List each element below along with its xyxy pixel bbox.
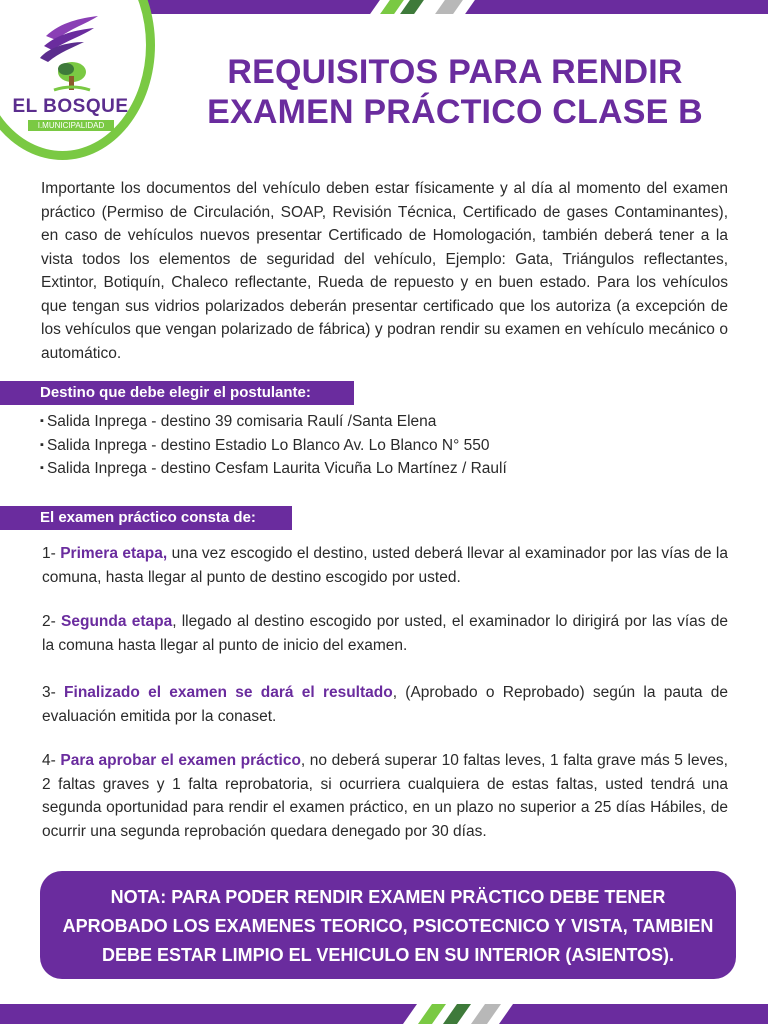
destino-heading: Destino que debe elegir el postulante: xyxy=(0,381,354,405)
step-4 xyxy=(42,749,728,843)
top-stripe-purple-2 xyxy=(465,0,768,14)
step-title: Para aprobar el examen práctico xyxy=(60,752,301,769)
nota-box: NOTA: PARA PODER RENDIR EXAMEN PRÄCTICO DEBE TENER APROBADO LOS EXAMENES TEORICO, PSICOTECNICO Y VISTA, TAMBIEN DEBE ESTAR LIMPIO EL VEHICULO EN SU INTERIOR (ASIENTOS). xyxy=(40,871,736,979)
bottom-stripe-dark-green xyxy=(443,1004,471,1024)
tree-icon xyxy=(36,14,106,94)
step-text: , llegado al destino escogido por usted, el examinador lo dirigirá por las vías de la comuna hasta llegar al punto de inicio del examen. xyxy=(42,613,728,654)
bottom-stripe-gray xyxy=(471,1004,501,1024)
step-title: Segunda etapa xyxy=(61,613,173,630)
list-item: ▪ Salida Inprega - destino 39 comisaria Raulí /Santa Elena xyxy=(40,410,740,434)
list-item: ▪ Salida Inprega - destino Estadio Lo Blanco Av. Lo Blanco N° 550 xyxy=(40,434,740,458)
step-1 xyxy=(42,542,728,589)
page-title xyxy=(175,52,735,132)
step-text: , (Aprobado o Reprobado) según la pauta de evaluación emitida por la conaset. xyxy=(42,684,729,725)
examen-heading: El examen práctico consta de: xyxy=(0,506,292,530)
top-stripe-purple xyxy=(135,0,380,14)
municipality-logo xyxy=(8,14,133,134)
step-number: 4- xyxy=(42,752,61,769)
title-line-1: REQUISITOS PARA RENDIR xyxy=(227,53,683,91)
bottom-stripe-purple-2 xyxy=(499,1004,768,1024)
bottom-stripe-green-1 xyxy=(418,1004,446,1024)
step-2 xyxy=(42,610,728,657)
bottom-stripe-purple xyxy=(0,1004,417,1024)
intro-paragraph: Importante los documentos del vehículo deben estar físicamente y al día al momento del examen práctico (Permiso de Circulación, SOAP, Revisión Técnica, Certificado de gases Contaminantes), en caso de vehículos nuevos presentar Certificado de Homologación, también deberá tener a la vista todos los elementos de seguridad del vehículo, Ejemplo: Gata, Triángulos reflectantes, Extintor, Botiquín, Chaleco reflectante, Rueda de repuesto y en buen estado. Para los vehículos que tengan sus vidrios polarizados deberán presentar certificado que los autoriza (a excepción de los vehículos que vengan polarizado de fábrica) y podran rendir su examen en vehículo mecánico o automático. xyxy=(41,180,728,362)
destino-list xyxy=(40,410,740,481)
list-item: ▪ Salida Inprega - destino Cesfam Laurita Vicuña Lo Martínez / Raulí xyxy=(40,457,740,481)
step-3 xyxy=(42,681,728,728)
step-number: 3- xyxy=(42,684,65,701)
step-title: Primera etapa, xyxy=(60,545,168,562)
step-text: una vez escogido el destino, usted deberá llevar al examinador por las vías de la comuna, hasta llegar al punto de destino escogido por usted. xyxy=(42,545,728,586)
step-title: Finalizado el examen se dará el resultado xyxy=(64,684,393,701)
step-text: , no deberá superar 10 faltas leves, 1 falta grave más 5 leves, 2 faltas graves y 1 falta reprobatoria, si ocurriera cualquiera de estas faltas, usted tendrá una segunda oportunidad para rendir el examen práctico, en un plazo no superior a 25 días Hábiles, de ocurrir una segunda reprobación quedara denegado por 30 días. xyxy=(42,752,728,840)
step-number: 2- xyxy=(42,613,62,630)
step-number: 1- xyxy=(42,545,61,562)
logo-name: EL BOSQUE xyxy=(12,96,129,117)
title-line-2: EXAMEN PRÁCTICO CLASE B xyxy=(207,93,703,131)
top-stripe-gray xyxy=(435,0,463,14)
logo-subtitle: I.MUNICIPALIDAD xyxy=(28,120,114,131)
top-stripe-dark-green xyxy=(400,0,424,14)
